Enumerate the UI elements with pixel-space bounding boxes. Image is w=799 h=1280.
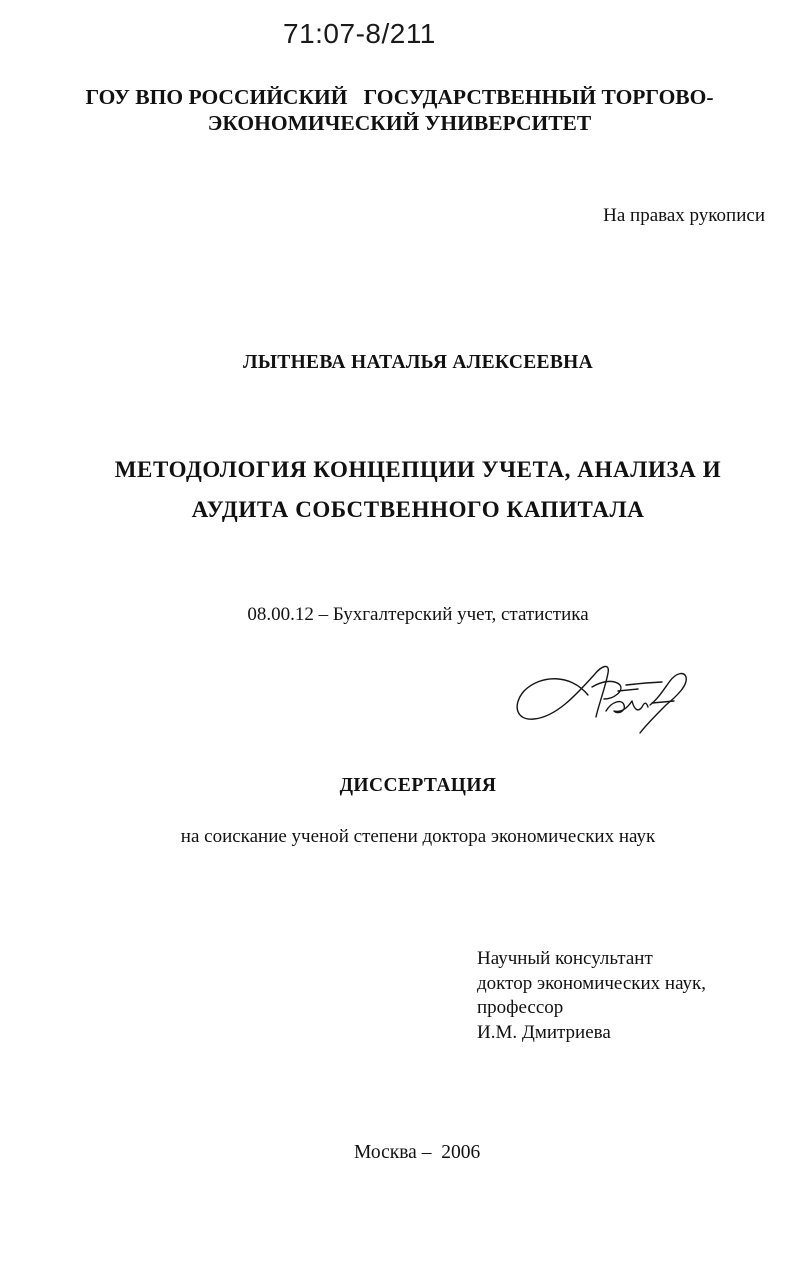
consultant-title: профессор — [477, 997, 564, 1018]
organization-line-1: ГОУ ВПО РОССИЙСКИЙ ГОСУДАРСТВЕННЫЙ ТОРГОВО- — [85, 85, 714, 109]
consultant-name: И.М. Дмитриева — [477, 1021, 611, 1043]
degree-line: на соискание ученой степени доктора экономических наук — [180, 826, 656, 847]
organization-name — [0, 84, 799, 136]
scientific-consultant — [477, 947, 706, 1045]
place-and-year: Москва – 2006 — [354, 1142, 481, 1163]
organization-line-2: ЭКОНОМИЧЕСКИЙ УНИВЕРСИТЕТ — [207, 111, 592, 135]
dissertation-title — [0, 450, 799, 530]
shelfmark-number: 71:07-8/211 — [283, 18, 436, 49]
document-type: ДИССЕРТАЦИЯ — [339, 775, 497, 796]
title-line-1: МЕТОДОЛОГИЯ КОНЦЕПЦИИ УЧЕТА, АНАЛИЗА И — [114, 457, 722, 482]
specialty-code: 08.00.12 – Бухгалтерский учет, статистика — [247, 604, 589, 625]
manuscript-note: На правах рукописи — [603, 205, 765, 226]
consultant-degree: доктор экономических наук, — [477, 972, 707, 994]
consultant-role: Научный консультант — [477, 948, 653, 969]
author-name: ЛЫТНЕВА НАТАЛЬЯ АЛЕКСЕЕВНА — [242, 352, 593, 373]
handwritten-signature — [510, 655, 695, 740]
title-line-2: АУДИТА СОБСТВЕННОГО КАПИТАЛА — [191, 497, 645, 522]
